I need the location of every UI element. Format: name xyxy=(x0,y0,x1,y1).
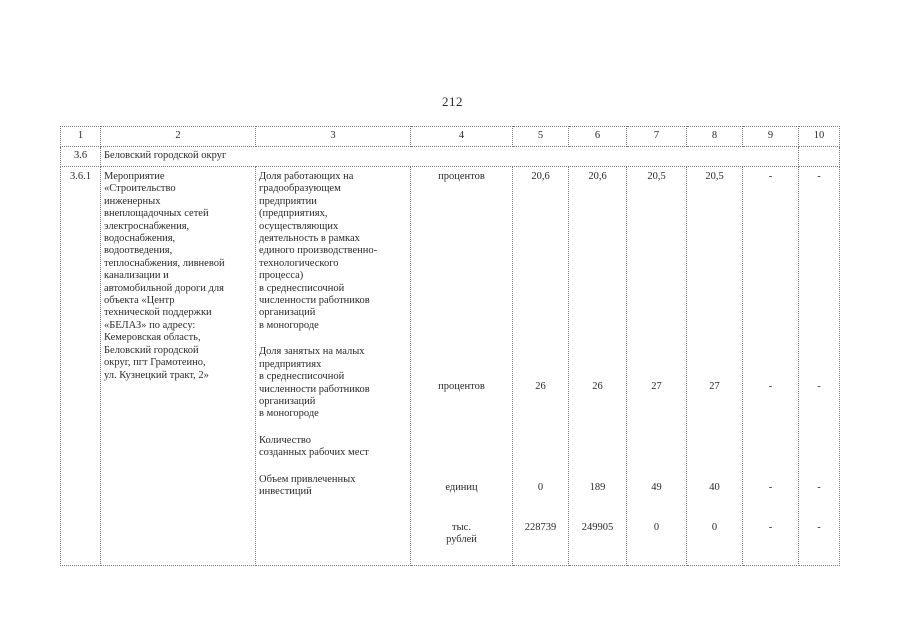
event-line: «БЕЛАЗ» по адресу: xyxy=(104,319,196,331)
indicator-line: организаций xyxy=(259,395,316,407)
value-column-6 xyxy=(569,167,627,566)
section-row xyxy=(61,147,840,167)
indicator-name-4 xyxy=(259,474,407,499)
indicator-line: Количество xyxy=(259,434,312,446)
indicator-value: 20,6 xyxy=(531,171,550,182)
indicator-name-3 xyxy=(259,435,407,460)
indicator-value: - xyxy=(768,482,773,493)
event-line: Беловский городской xyxy=(104,344,199,356)
indicator-value: 20,6 xyxy=(588,171,607,182)
value-column-9 xyxy=(743,167,799,566)
indicator-value: 26 xyxy=(592,381,603,392)
indicator-name-1 xyxy=(259,171,407,332)
indicator-value: 27 xyxy=(709,381,720,392)
indicator-unit: рублей xyxy=(446,534,477,545)
section-number: 3.6 xyxy=(61,147,101,167)
indicator-unit: единиц xyxy=(445,482,478,493)
column-number: 5 xyxy=(513,127,569,147)
column-number: 1 xyxy=(61,127,101,147)
event-line: Кемеровская область, xyxy=(104,332,201,344)
indicator-value: 0 xyxy=(653,522,660,533)
indicator-value: 49 xyxy=(651,482,662,493)
indicator-value: 40 xyxy=(709,482,720,493)
indicator-name-2 xyxy=(259,346,407,420)
indicator-unit: процентов xyxy=(438,171,485,182)
event-line: теплоснабжения, ливневой xyxy=(104,257,225,269)
indicator-line: технологического xyxy=(259,257,339,269)
column-number: 6 xyxy=(569,127,627,147)
indicator-line: осуществляющих xyxy=(259,220,339,232)
unit-column xyxy=(411,167,513,566)
column-number: 2 xyxy=(101,127,256,147)
event-row xyxy=(61,167,840,566)
indicator-value: - xyxy=(768,381,773,392)
event-line: водоснабжения, xyxy=(104,233,176,245)
indicator-value: 228739 xyxy=(524,522,557,533)
column-number: 3 xyxy=(256,127,411,147)
indicator-value: 0 xyxy=(711,522,718,533)
event-line: объекта «Центр xyxy=(104,295,175,307)
event-line: водоотведения, xyxy=(104,245,173,257)
indicator-value: - xyxy=(817,482,821,493)
indicator-line: процесса) xyxy=(259,270,304,282)
value-column-7 xyxy=(627,167,687,566)
value-column-10 xyxy=(799,167,840,566)
event-line: округ, пгт Грамотеино, xyxy=(104,357,206,369)
section-name: Беловский городской округ xyxy=(101,147,799,167)
indicator-line: градообразующем xyxy=(259,183,341,195)
indicator-unit: процентов xyxy=(438,381,485,392)
indicator-line: в среднесписочной xyxy=(259,282,345,294)
event-line: автомобильной дороги для xyxy=(104,282,224,294)
section-empty-cell xyxy=(799,147,840,167)
event-line: технической поддержки xyxy=(104,307,212,319)
event-line: «Строительство xyxy=(104,183,176,195)
event-description xyxy=(101,167,256,566)
value-column-5 xyxy=(513,167,569,566)
event-line: инженерных xyxy=(104,195,161,207)
page-number: 212 xyxy=(442,94,463,109)
indicator-line: в моногороде xyxy=(259,408,319,420)
event-line: канализации и xyxy=(104,270,169,282)
indicator-line: в моногороде xyxy=(259,319,319,331)
indicator-line: в среднесписочной xyxy=(259,371,345,383)
indicator-value: 20,5 xyxy=(705,171,724,182)
event-line: Мероприятие xyxy=(104,171,165,182)
indicator-value: 0 xyxy=(537,482,544,493)
event-code: 3.6.1 xyxy=(61,167,101,566)
column-number: 7 xyxy=(627,127,687,147)
indicator-line: единого производственно- xyxy=(259,245,378,257)
indicator-unit: тыс. xyxy=(452,522,471,533)
indicator-line: Доля занятых на малых xyxy=(259,346,365,358)
indicator-value: - xyxy=(817,171,821,182)
indicator-value: 249905 xyxy=(581,522,614,533)
indicator-value: 27 xyxy=(651,381,662,392)
indicator-line: Доля работающих на xyxy=(259,171,354,182)
column-number: 9 xyxy=(743,127,799,147)
indicator-line: предприятиях xyxy=(259,358,322,370)
indicator-value: - xyxy=(768,171,773,182)
indicator-value: - xyxy=(817,381,821,392)
indicator-line: предприятии xyxy=(259,195,317,207)
indicator-line: деятельность в рамках xyxy=(259,233,360,245)
indicator-line: Объем привлеченных xyxy=(259,473,356,485)
indicator-value: 189 xyxy=(589,482,606,493)
event-line: внеплощадочных сетей xyxy=(104,208,209,220)
indicator-value: 26 xyxy=(535,381,546,392)
event-line: электроснабжения, xyxy=(104,220,190,232)
indicator-names xyxy=(256,167,411,566)
indicator-line: созданных рабочих мест xyxy=(259,447,369,459)
indicator-line: (предприятиях, xyxy=(259,208,328,220)
column-number: 10 xyxy=(799,127,840,147)
indicator-line: численности работников xyxy=(259,383,370,395)
indicator-line: численности работников xyxy=(259,295,370,307)
column-number: 4 xyxy=(411,127,513,147)
indicator-line: организаций xyxy=(259,307,316,319)
indicator-value: - xyxy=(817,522,821,533)
indicator-value: 20,5 xyxy=(647,171,666,182)
value-column-8 xyxy=(687,167,743,566)
indicator-table xyxy=(60,126,840,566)
indicator-line: инвестиций xyxy=(259,485,312,497)
indicator-value: - xyxy=(768,522,773,533)
column-number-row xyxy=(61,127,840,147)
event-line: ул. Кузнецкий тракт, 2» xyxy=(104,369,209,381)
column-number: 8 xyxy=(687,127,743,147)
